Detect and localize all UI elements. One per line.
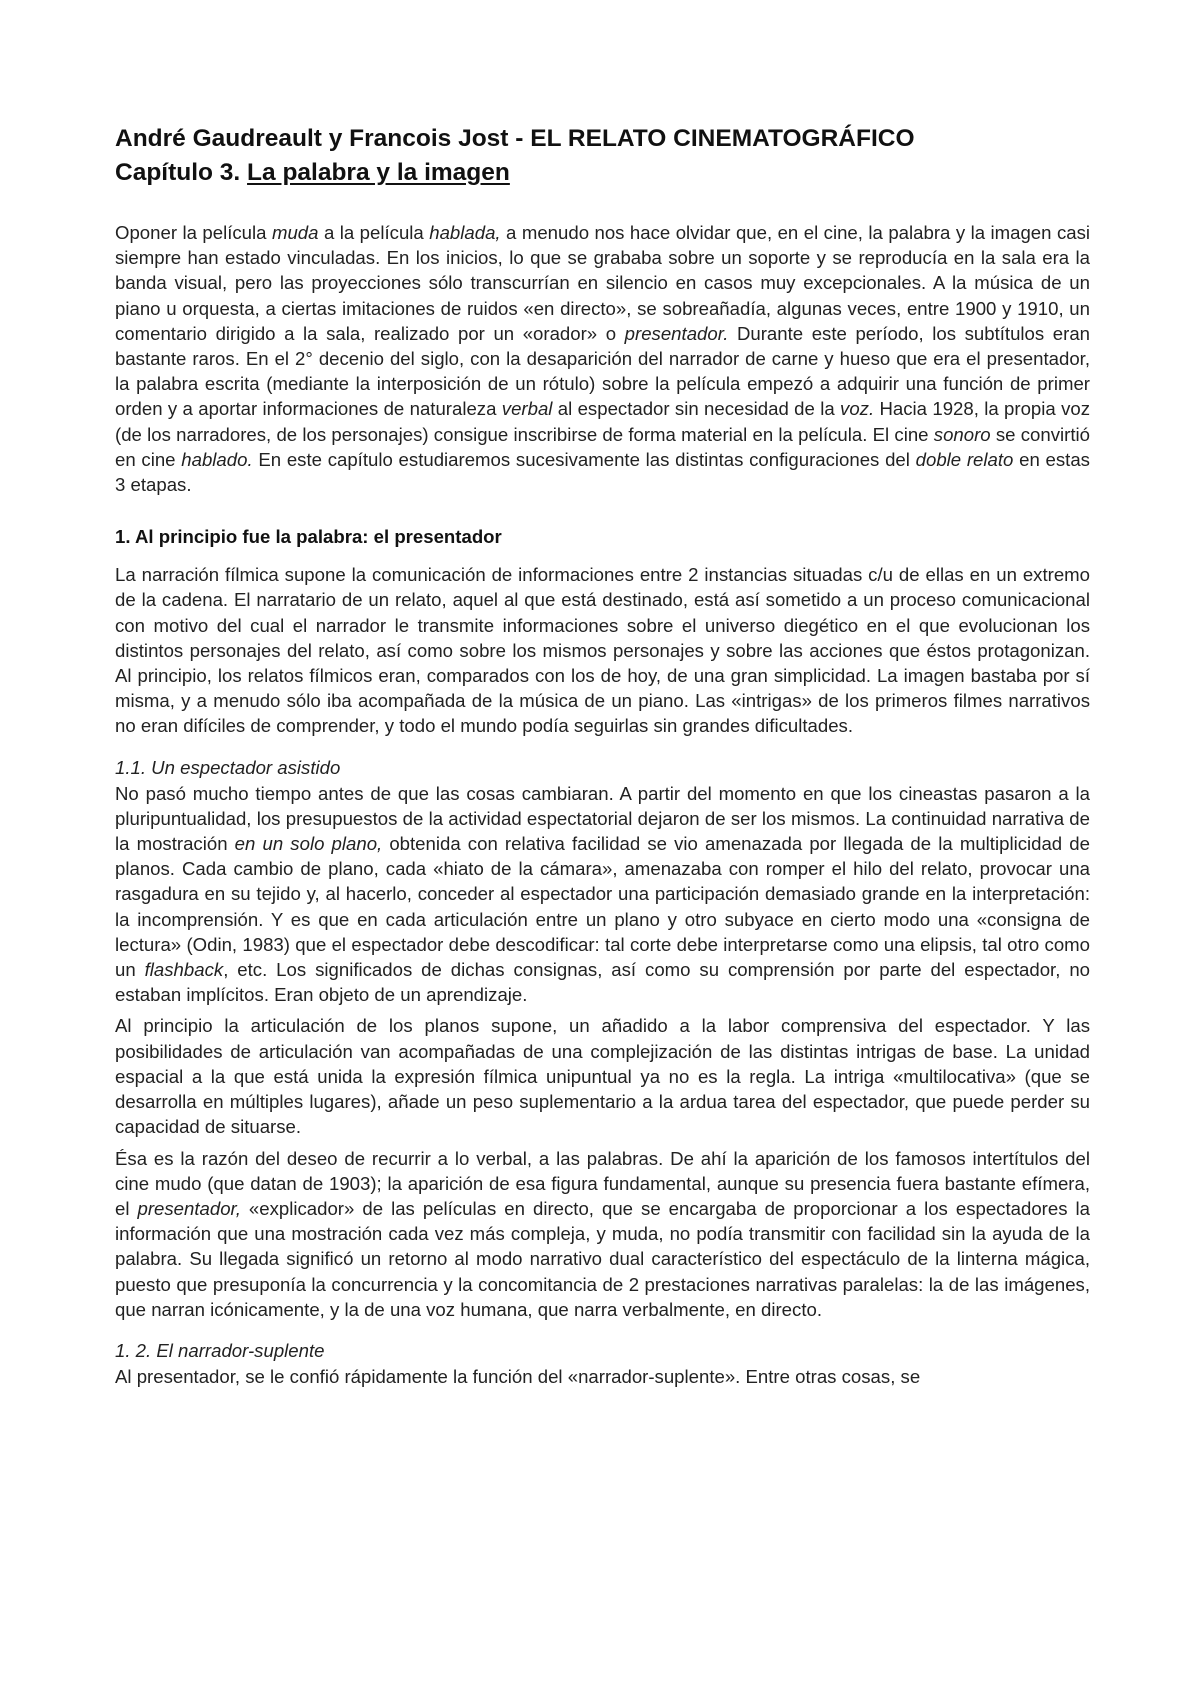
italic-run: hablado. <box>181 448 253 470</box>
italic-run: flashback <box>144 959 224 981</box>
section-1-1-paragraph-2: Al principio la articulación de los planos supone, un añadido a la labor comprensiva del espectador. Y las posibilidades de articulación van acompañadas de una complejización de las distintas intrigas de base. La unidad espacial a la que está unida la expresión fílmica unipuntual ya no es la regla. La intriga «multilocativa» (que se desarrolla en múltiples lugares), añade un peso suplementario a la ardua tarea del espectador, que puede perder su capacidad de situarse. <box>115 1015 1090 1138</box>
section-1-2-paragraph-1: Al presentador, se le confió rápidamente la función del «narrador-suplente». Entre otras cosas, se <box>115 1365 921 1387</box>
title-line-2 <box>115 156 1090 190</box>
text-run: obtenida con relativa facilidad se vio amenazada por llegada de la multiplicidad de planos. Cada cambio de plano, cada «hiato de la cámara», amenazaba con romper el hilo del relato, provocar una rasgadura en su tejido y, al hacerlo, conceder al espectador una participación demasiado grande en la interpretación: la incomprensión. Y es que en cada articulación entre un plano y otro subyace en cierto modo una «consigna de lectura» (Odin, 1983) que el espectador debe descodificar: tal corte debe interpretarse como una elipsis, tal otro como un <box>115 833 1090 981</box>
title-line-1: André Gaudreault y Francois Jost - EL RELATO CINEMATOGRÁFICO <box>115 125 915 152</box>
italic-run: presentador. <box>624 322 729 344</box>
section-1-1-heading: 1.1. Un espectador asistido <box>115 756 341 778</box>
italic-run: voz. <box>840 398 875 420</box>
text-run: , etc. Los significados de dichas consignas, así como su comprensión por parte del espectador, no estaban implícitos. Eran objeto de un aprendizaje. <box>115 959 1090 1006</box>
italic-run: hablada, <box>429 222 501 243</box>
document-page <box>115 122 1090 1389</box>
italic-run: presentador, <box>137 1197 241 1219</box>
text-run: en estas 3 etapas. <box>115 448 1090 496</box>
text-run: se convirtió en cine <box>115 423 1090 470</box>
text-run: al espectador sin necesidad de la <box>552 398 841 420</box>
italic-run: en un solo plano, <box>234 833 383 855</box>
text-run: a menudo nos hace olvidar que, en el cine, la palabra y la imagen casi siempre han estado vinculadas. En los inicios, lo que se grababa sobre un soporte y se reproducía en la sala era la banda visual, pero las proyecciones sólo transcurrían en silencio en casos muy excepcionales. A la música de un piano u orquesta, a ciertas imitaciones de ruidos «en directo», se sobreañadía, algunas veces, entre 1900 y 1910, un comentario dirigido a la sala, realizado por un «orador» o <box>115 222 1091 344</box>
section-1-paragraph: La narración fílmica supone la comunicación de informaciones entre 2 instancias situadas c/u de ellas en un extremo de la cadena. El narratario de un relato, aquel al que está destinado, está así sometido a un proceso comunicacional con motivo del cual el narrador le transmite informaciones sobre el universo diegético en el que evolucionan los distintos personajes del relato, así como sobre los mismos personajes y sobre las acciones que éstos protagonizan. Al principio, los relatos fílmicos eran, comparados con los de hoy, de una gran simplicidad. La imagen bastaba por sí misma, y a menudo sólo iba acompañada de la música de un piano. Las «intrigas» de los primeros filmes narrativos no eran difíciles de comprender, y todo el mundo podía seguirlas sin grandes dificultades. <box>115 564 1090 737</box>
italic-run: verbal <box>501 398 553 420</box>
text-run: Hacia 1928, la propia voz (de los narradores, de los personajes) consigue inscribirse de forma material en la película. El cine <box>115 398 1091 445</box>
chapter-title: La palabra y la imagen <box>247 159 510 186</box>
italic-run: muda <box>271 222 319 243</box>
text-run: a la película <box>318 222 430 243</box>
section-1-heading: 1. Al principio fue la palabra: el presentador <box>115 526 502 548</box>
text-run: «explicador» de las películas en directo, que se encargaba de proporcionar a los espectadores la información que una mostración cada vez más compleja, y muda, no podía transmitir con facilidad sin la ayuda de la palabra. Su llegada significó un retorno al modo narrativo dual característico del espectáculo de la linterna mágica, puesto que presuponía la concurrencia y la concomitancia de 2 prestaciones narrativas paralelas: la de las imágenes, que narran icónicamente, y la de una voz humana, que narra verbalmente, en directo. <box>115 1197 1090 1320</box>
intro-paragraph <box>115 220 1090 497</box>
document-title <box>115 122 1090 190</box>
section-1-1-paragraph-1 <box>115 781 1090 1008</box>
text-run: Oponer la película <box>115 222 272 243</box>
italic-run: sonoro <box>933 423 991 445</box>
italic-run: doble relato <box>915 448 1014 470</box>
text-run: Durante este período, los subtítulos eran bastante raros. En el 2° decenio del siglo, con la desaparición del narrador de carne y hueso que era el presentador, la palabra escrita (mediante la interposición de un rótulo) sobre la película empezó a adquirir una función de primer orden y a aportar informaciones de naturaleza <box>115 322 1090 420</box>
text-run: No pasó mucho tiempo antes de que las cosas cambiaran. A partir del momento en que los cineastas pasaron a la pluripuntualidad, los presupuestos de la actividad espectatorial dejaron de ser los mismos. La continuidad narrativa de la mostración <box>115 782 1090 855</box>
section-1-2-heading: 1. 2. El narrador-suplente <box>115 1339 325 1361</box>
text-run: En este capítulo estudiaremos sucesivamente las distintas configuraciones del <box>252 448 916 470</box>
chapter-label: Capítulo 3. <box>115 159 248 186</box>
section-1-1-paragraph-3 <box>115 1146 1090 1322</box>
text-run: Ésa es la razón del deseo de recurrir a lo verbal, a las palabras. De ahí la aparición de los famosos intertítulos del cine mudo (que datan de 1903); la aparición de esa figura fundamental, aunque su presencia fuera bastante efímera, el <box>115 1147 1090 1219</box>
